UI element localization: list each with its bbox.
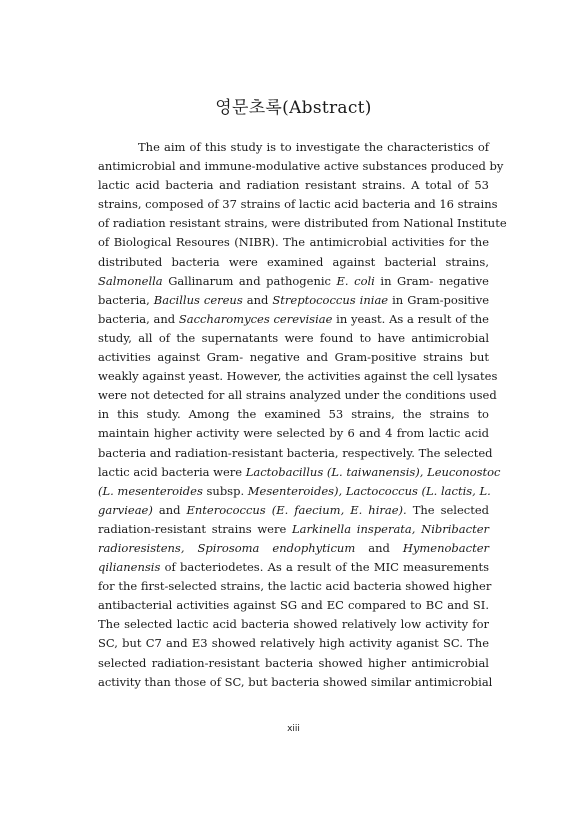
text-run: lactic acid bacteria were bbox=[98, 464, 246, 479]
text-run: antimicrobial and immune-modulative active substances produced by bbox=[98, 159, 504, 174]
text-run: were not detected for all strains analyzed under the conditions used bbox=[98, 388, 497, 403]
italic-text: Streptococcus iniae bbox=[272, 292, 389, 307]
italic-text: E. coli bbox=[336, 273, 375, 288]
text-run: maintain higher activity were selected by 6 and 4 from lactic acid bbox=[98, 426, 489, 441]
text-run: strains, composed of 37 strains of lactic acid bacteria and 16 strains bbox=[98, 197, 498, 212]
text-run: in Gram-positive bbox=[388, 292, 490, 307]
text-run: activities against Gram- negative and Gram-positive strains but bbox=[98, 350, 489, 365]
abstract-line bbox=[98, 654, 489, 673]
text-run: bacteria, and bbox=[98, 311, 179, 326]
abstract-line bbox=[98, 253, 489, 272]
text-run: antibacterial activities against SG and EC compared to BC and SI. bbox=[98, 598, 489, 613]
italic-text: Salmonella bbox=[98, 273, 163, 288]
text-run: of radiation resistant strains, were distributed from National Institute bbox=[98, 216, 507, 231]
abstract-line bbox=[98, 405, 489, 424]
text-run: of Biological Resoures (NIBR). The antimicrobial activities for the bbox=[98, 235, 489, 250]
text-run: subsp. bbox=[202, 483, 248, 498]
abstract-line bbox=[98, 634, 489, 653]
text-run: activity than those of SC, but bacteria showed similar antimicrobial bbox=[98, 674, 493, 689]
abstract-line bbox=[98, 214, 507, 233]
text-run: for the first-selected strains, the lactic acid bacteria showed higher bbox=[98, 579, 492, 594]
text-run: The aim of this study is to investigate the characteristics of bbox=[138, 140, 489, 154]
abstract-line bbox=[98, 673, 493, 692]
abstract-line bbox=[98, 463, 501, 482]
italic-text: Mesenteroides), Lactococcus (L. lactis, L. bbox=[247, 483, 491, 498]
abstract-line bbox=[98, 539, 489, 558]
italic-text: Bacillus cereus bbox=[153, 292, 243, 307]
text-run: selected radiation-resistant bacteria showed higher antimicrobial bbox=[98, 655, 489, 670]
abstract-line bbox=[98, 424, 489, 443]
text-run: Gallinarum and pathogenic bbox=[162, 273, 337, 288]
text-run: The selected bbox=[406, 502, 489, 517]
text-run: in this study. Among the examined 53 strains, the strains to bbox=[98, 407, 489, 422]
italic-text: (L. mesenteroides bbox=[98, 483, 203, 498]
text-run: weakly against yeast. However, the activities against the cell lysates bbox=[98, 369, 498, 384]
abstract-line bbox=[98, 558, 489, 577]
abstract-line bbox=[98, 176, 489, 195]
abstract-line bbox=[98, 386, 497, 405]
italic-text: Saccharomyces cerevisiae bbox=[178, 311, 333, 326]
abstract-line bbox=[98, 233, 489, 252]
text-run: bacteria, bbox=[98, 292, 154, 307]
abstract-line bbox=[98, 157, 504, 176]
abstract-line bbox=[98, 367, 498, 386]
abstract-line bbox=[98, 444, 493, 463]
abstract-line bbox=[98, 310, 489, 329]
text-run: in yeast. As a result of the bbox=[332, 311, 489, 326]
italic-text: qilianensis bbox=[98, 560, 161, 575]
text-run: The selected lactic acid bacteria showed relatively low activity for bbox=[98, 617, 489, 632]
abstract-line bbox=[98, 482, 489, 501]
italic-text: garvieae) bbox=[98, 502, 153, 517]
abstract-line bbox=[98, 615, 489, 634]
text-run: SC, but C7 and E3 showed relatively high activity aganist SC. The bbox=[98, 636, 489, 651]
text-run: study, all of the supernatants were found to have antimicrobial bbox=[98, 330, 489, 345]
italic-text: Larkinella insperata, Nibribacter bbox=[292, 521, 490, 536]
abstract-line bbox=[98, 138, 489, 157]
page-number: xiii bbox=[287, 724, 300, 734]
abstract-line bbox=[98, 272, 489, 291]
text-run: distributed bacteria were examined against bacterial strains, bbox=[98, 254, 489, 269]
text-run: lactic acid bacteria and radiation resistant strains. A total of 53 bbox=[98, 178, 489, 193]
italic-text: Enterococcus (E. faecium, E. hirae). bbox=[186, 502, 407, 517]
text-run: of bacteriodetes. As a result of the MIC measurements bbox=[160, 560, 489, 575]
abstract-line bbox=[98, 195, 498, 214]
text-run: bacteria and radiation-resistant bacteria, respectively. The selected bbox=[98, 445, 493, 460]
text-run: and bbox=[355, 540, 403, 555]
page-title: 영문초록(Abstract) bbox=[215, 98, 372, 118]
text-run: and bbox=[152, 502, 187, 517]
abstract-line bbox=[98, 348, 489, 367]
italic-text: radioresistens, Spirosoma endophyticum bbox=[98, 540, 356, 555]
text-run: and bbox=[242, 292, 273, 307]
italic-text: Lactobacillus (L. taiwanensis), Leuconostoc bbox=[245, 464, 501, 479]
text-run: radiation-resistant strains were bbox=[98, 521, 293, 536]
abstract-line bbox=[98, 520, 489, 539]
abstract-line bbox=[98, 291, 489, 310]
abstract-line bbox=[98, 329, 489, 348]
italic-text: Hymenobacter bbox=[402, 540, 490, 555]
abstract-line bbox=[98, 501, 489, 520]
text-run: in Gram- negative bbox=[374, 273, 489, 288]
abstract-line bbox=[98, 577, 492, 596]
abstract-line bbox=[98, 596, 489, 615]
abstract-body bbox=[98, 138, 507, 692]
